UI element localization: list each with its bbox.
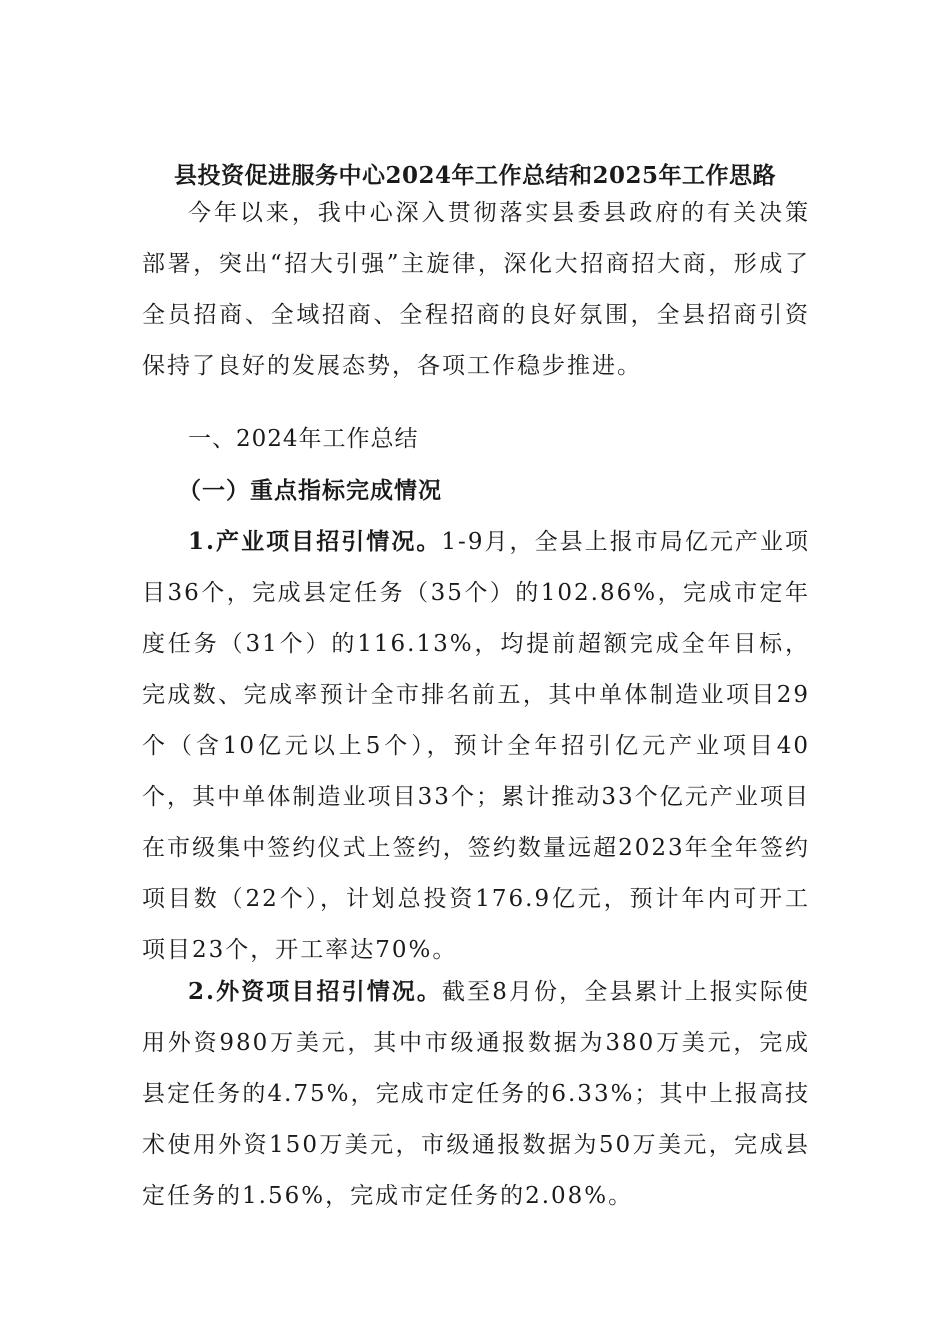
item-text-2: 截至8月份，全县累计上报实际使用外资980万美元，其中市级通报数据为380万美元，完成县定任务的4.75%，完成市定任务的6.33%；其中上报高技术使用外资150万美元，市级通报数据为50万美元，完成县定任务的1.56%，完成市定任务的2.08%。: [142, 979, 811, 1209]
intro-paragraph: 今年以来，我中心深入贯彻落实县委县政府的有关决策部署，突出“招大引强”主旋律，深化大招商招大商，形成了全员招商、全域招商、全程招商的良好氛围，全县招商引资保持了良好的发展态势，各项工作稳步推进。: [142, 200, 810, 379]
section-heading: 一、2024年工作总结: [188, 426, 419, 452]
item-paragraph-1: [142, 516, 810, 976]
subsection-heading: （一）重点指标完成情况: [178, 477, 442, 504]
item-lead-2: 2.外资项目招引情况。: [188, 978, 442, 1005]
document-title: 县投资促进服务中心2024年工作总结和2025年工作思路: [173, 162, 777, 189]
item-text-1: 1-9月，全县上报市局亿元产业项目36个，完成县定任务（35个）的102.86%，完成市定年度任务（31个）的116.13%，均提前超额完成全年目标，完成数、完成率预计全市排名前五，其中单体制造业项目29个（含10亿元以上5个），预计全年招引亿元产业项目40个，其中单体制造业项目33个；累计推动33个亿元产业项目在市级集中签约仪式上签约，签约数量远超2023年全年签约项目数（22个），计划总投资176.9亿元，预计年内可开工项目23个，开工率达70%。: [142, 529, 810, 963]
item-paragraph-2: [142, 966, 810, 1222]
item-lead-1: 1.产业项目招引情况。: [188, 528, 442, 555]
